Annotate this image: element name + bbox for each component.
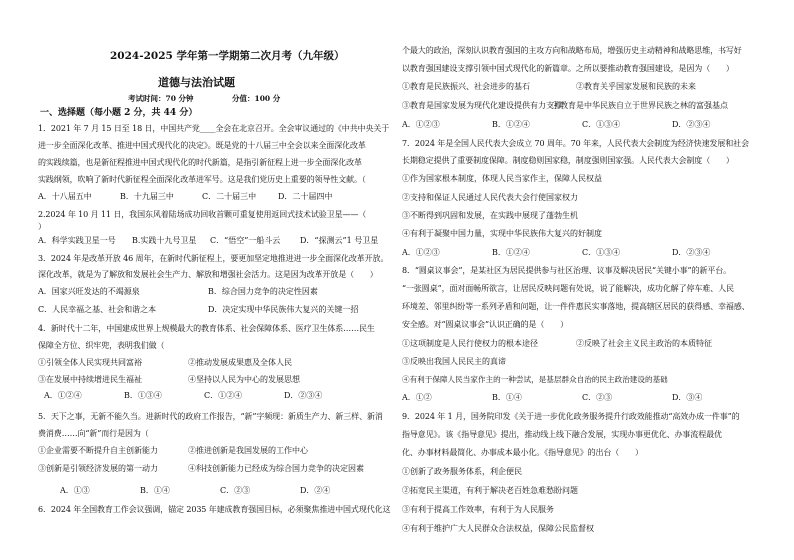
q7-line-2: 长期稳定提供了重要制度保障。制度稳则国家稳，制度强则国家强。人民代表大会制度（ ） — [402, 156, 734, 165]
q5-statement-1: ①企业需要不断提升自主创新能力 — [38, 446, 158, 455]
q6-line-3: 以教育强国建设支撑引领中国式现代化的新篇章。之所以要推动教育强国建设，是因为（ ） — [402, 64, 734, 73]
q7-statement-2: ②支持和保证人民通过人民代表大会行使国家权力 — [402, 193, 578, 202]
q5-statement-3: ③创新是引领经济发展的第一动力 — [38, 464, 158, 473]
q9-statement-3: ③有利于提高工作效率，有利于为人民服务 — [402, 505, 554, 514]
q6-line-2: 个最大的政治，深刻认识教育强国的主攻方向和战略布局，增强历史主动精神和战略思维，书写好 — [402, 46, 742, 55]
q7-option-b: B．①②④ — [492, 248, 530, 257]
q8-line-4: 安全感。对“圆桌议事会”认识正确的是（ ） — [402, 320, 568, 329]
q7-line-1: 7．2024 年是全国人民代表大会成立 70 周年。70 年来，人民代表大会制度为经济快速发展和社会 — [402, 139, 749, 148]
q6-statement-3: ③教育是国家发展为现代化建设提供有力支撑 — [402, 101, 562, 110]
q1-option-d: D．二十届四中 — [278, 192, 333, 201]
q3-line-2: 深化改革，就是为了解放和发展社会生产力、解放和增强社会活力。这是因为改革开放是（ ） — [38, 270, 378, 279]
q8-statement-1: ①这项制度是人民行使权力的根本途径 — [402, 339, 538, 348]
q4-option-d: D．②③④ — [284, 391, 323, 400]
q1-line-3: 的实践续篇，也是新征程推进中国式现代化的时代新篇，是指引新征程上进一步全面深化改革 — [38, 158, 362, 167]
section-heading: 一、选择题（每小题 2 分，共 44 分） — [40, 108, 198, 118]
q2-option-d: D．“探测云”1 号卫星 — [300, 236, 379, 245]
q4-option-a: A．①②④ — [44, 391, 82, 400]
q2-line-1: 2.2024 年 10 月 11 日，我国东风着陆场成功回收首颗可重复使用返回式技术试验卫星——（ — [38, 210, 367, 219]
q6-option-b: B．①②④ — [492, 120, 530, 129]
q1-option-c: C．二十届三中 — [202, 192, 257, 201]
q4-statement-4: ④坚持以人民为中心的发展思想 — [188, 375, 300, 384]
q6-statement-1: ①教育是民族振兴、社会进步的基石 — [402, 82, 530, 91]
q1-option-a: A．十八届五中 — [38, 192, 92, 201]
exam-score: 分值：100 分 — [232, 94, 281, 103]
q8-option-c: C．②③ — [582, 393, 613, 402]
q8-line-2: “一张圆桌”，面对面畅所欲言，让居民反映问题有处说，说了能解决，成功化解了停车难、人民 — [402, 284, 734, 293]
q1-option-b: B．十九届三中 — [120, 192, 174, 201]
q7-statement-4: ④有利于凝聚中国力量，实现中华民族伟大复兴的好制度 — [402, 229, 602, 238]
q2-line-2: ） — [38, 222, 46, 231]
q1-line-4: 实践纲领，吹响了新时代新征程全面深化改革进军号。这是我们党历史上重要的领导性文献。（ — [38, 175, 366, 184]
q4-option-c: C．①②④ — [204, 391, 243, 400]
q9-line-2: 指导意见》。该《指导意见》提出，推动线上线下融合发展，实现办事更优化、办事流程最优 — [402, 430, 722, 439]
q2-option-c: C．“悟空”一船斗云 — [210, 236, 281, 245]
q1-line-1: 1．2021 年 7 月 15 日至 18 日，中国共产党____全会在北京召开。全会审议通过的《中共中央关于 — [38, 124, 390, 133]
q7-option-a: A．①②③ — [402, 248, 440, 257]
q8-option-d: D．③④ — [672, 393, 703, 402]
q9-statement-4: ④有利于维护广大人民群众合法权益，保障公民监督权 — [402, 524, 594, 533]
q1-line-2: 进一步全面深化改革、推进中国式现代化的决定》。既是党的十八届三中全会以来全面深化改革 — [38, 141, 366, 150]
q5-option-a: A．①③ — [60, 486, 90, 495]
q4-line-2: 保障全方位、织牢兜，表明我们做（ — [38, 341, 165, 350]
q5-option-c: C．②③ — [220, 486, 251, 495]
q3-line-1: 3．2024 年是改革开放 46 周年，在新时代新征程上，要更加坚定地推进进一步全面深化改革开放。 — [38, 254, 389, 263]
q3-option-d: D．决定实现中华民族伟大复兴的关键一招 — [208, 305, 359, 314]
q9-line-1: 9．2024 年 1 月，国务院印发《关于进一步优化政务服务提升行政效能推动“高效办成一件事”的 — [402, 412, 740, 421]
q8-option-a: A．①② — [402, 393, 432, 402]
q4-statement-1: ①引领全体人民实现共同富裕 — [38, 358, 142, 367]
q8-line-1: 8．“圆桌议事会”，是某社区为居民提供参与社区治理、议事及解决居民“关键小事”的新平台。 — [402, 266, 732, 275]
q8-statement-2: ②反映了社会主义民主政治的本质特征 — [576, 339, 712, 348]
q7-statement-3: ③不断得到巩固和发展，在实践中展现了蓬勃生机 — [402, 211, 578, 220]
q5-line-1: 5．天下之事，无新不能久当。进新时代的政府工作报告，“新”字频现：新质生产力、新三样、新消 — [38, 412, 383, 421]
q4-option-b: B．①③④ — [124, 391, 162, 400]
q2-option-b: B.实践十九号卫星 — [132, 236, 197, 245]
q5-statement-2: ②推进创新是我国发展的工作中心 — [188, 446, 308, 455]
q6-option-c: C．①③④ — [582, 120, 621, 129]
q5-option-d: D．②④ — [300, 486, 331, 495]
q3-option-b: B．综合国力竞争的决定性因素 — [208, 287, 318, 296]
exam-time: 考试时间：70 分钟 — [128, 94, 194, 103]
q4-statement-3: ③在发展中持续增进民生福祉 — [38, 375, 142, 384]
q6-option-a: A．①②③ — [402, 120, 440, 129]
q6-line-1: 6．2024 年全国教育工作会议强调，锚定 2035 年建成教育强国目标，必须聚焦推进中国式现代化这 — [38, 505, 391, 514]
q8-option-b: B．①④ — [492, 393, 522, 402]
q3-option-c: C．人民幸福之基、社会和谐之本 — [38, 305, 157, 314]
q5-line-2: 费消费……向“新”而行是因为（ — [38, 429, 149, 438]
q8-statement-4: ④有利于保障人民当家作主的一种尝试，是基层群众自治的民主政治建设的基础 — [402, 375, 668, 384]
q9-statement-2: ②拓宽民主渠道，有利于解决老百姓急难愁盼问题 — [402, 486, 578, 495]
q8-statement-3: ③反映出我国人民民主的真谛 — [402, 357, 506, 366]
q9-statement-1: ①创新了政务服务体系，利企便民 — [402, 467, 522, 476]
q6-statement-2: ②教育关乎国家发展和民族的未来 — [576, 82, 696, 91]
q9-line-3: 化、办事材料最简化、办事成本最小化。《指导意见》的出台（ ） — [402, 448, 643, 457]
q5-option-b: B．①④ — [140, 486, 170, 495]
q7-option-c: C．①③④ — [582, 248, 621, 257]
q7-option-d: D．②③④ — [672, 248, 711, 257]
q2-option-a: A．科学实践卫星一号 — [38, 236, 116, 245]
q4-line-1: 4．新时代十二年，中国建成世界上规模最大的教育体系、社会保障体系、医疗卫生体系……民生 — [38, 324, 375, 333]
q6-statement-4: ④教育是中华民族自立于世界民族之林的富强基点 — [552, 101, 728, 110]
q3-option-a: A．国家兴旺发达的不竭源泉 — [38, 287, 140, 296]
q5-statement-4: ④科技创新能力已经成为综合国力竞争的决定因素 — [188, 464, 364, 473]
exam-subject: 道德与法治试题 — [158, 76, 235, 89]
q6-option-d: D．②③④ — [672, 120, 711, 129]
q7-statement-1: ①作为国家根本制度，体现人民当家作主，保障人民权益 — [402, 174, 602, 183]
exam-title: 2024-2025 学年第一学期第二次月考（九年级） — [110, 50, 345, 62]
q8-line-3: 环境差、邻里纠纷等一系列矛盾和问题，让一件件惠民实事落地，提高辖区居民的获得感、幸福感、 — [402, 302, 750, 311]
q4-statement-2: ②推动发展成果惠及全体人民 — [188, 358, 292, 367]
